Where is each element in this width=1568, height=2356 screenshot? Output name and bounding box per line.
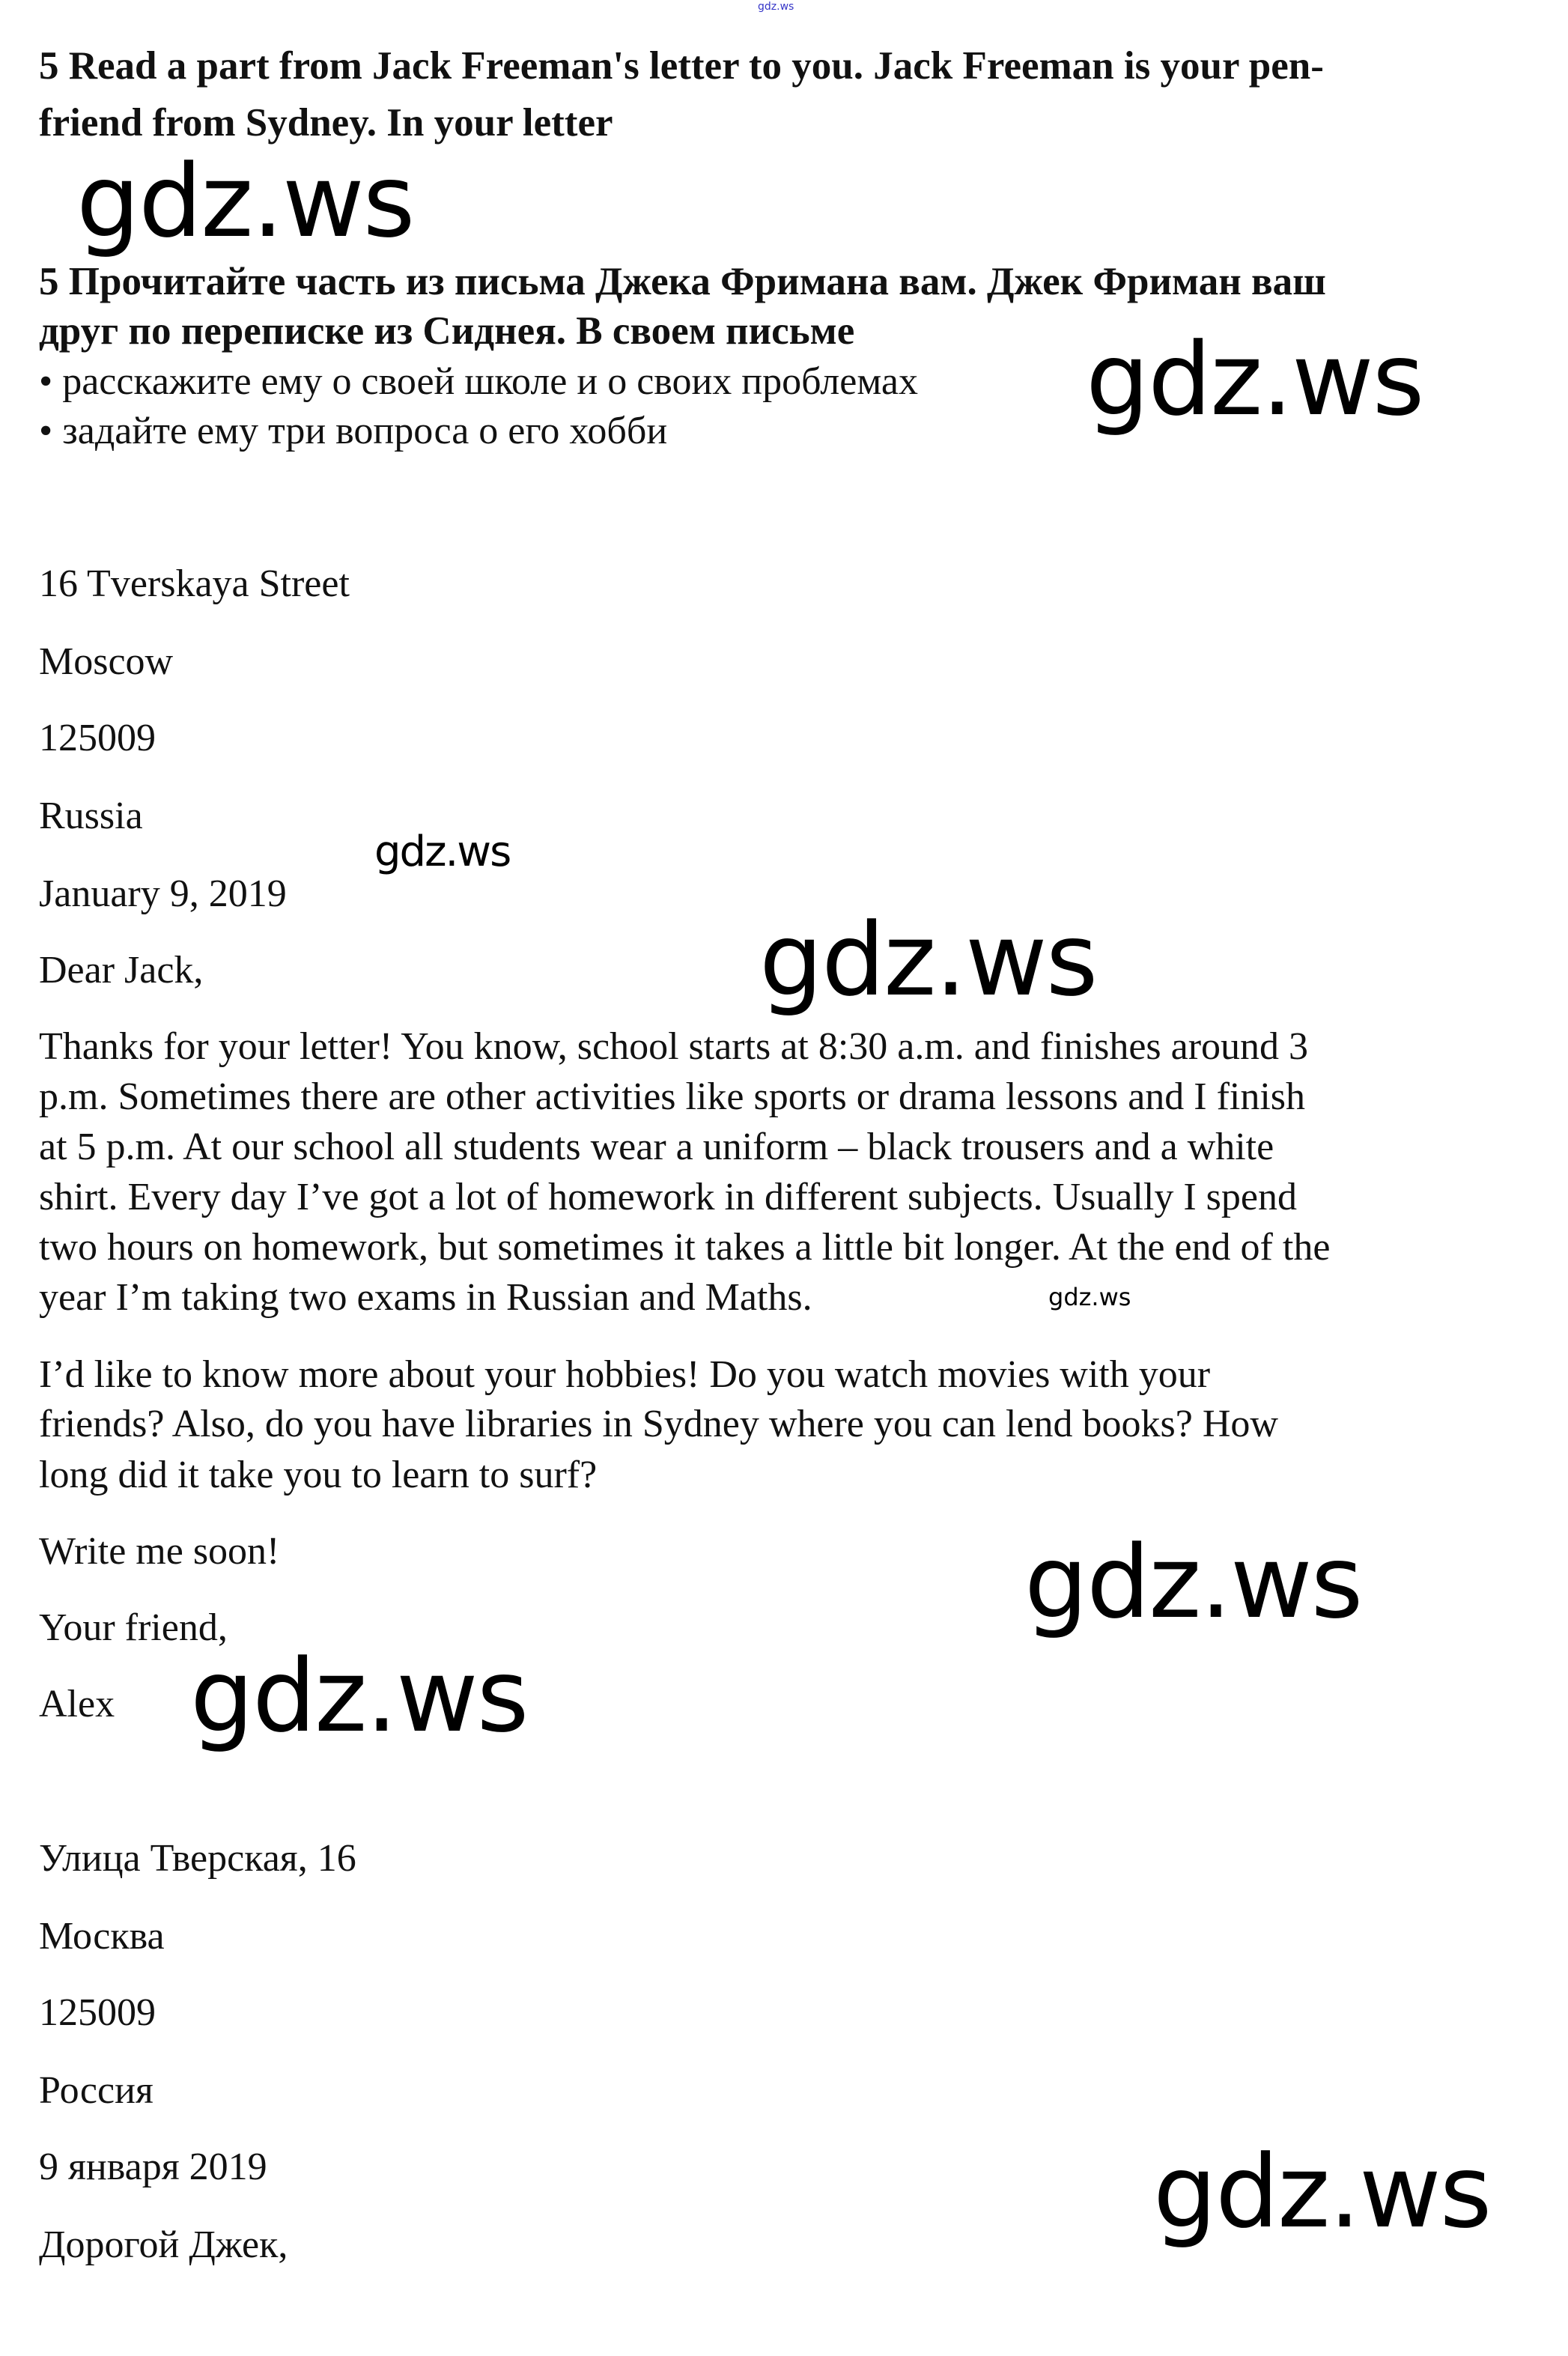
- signature: Alex: [39, 1683, 115, 1725]
- watermark: gdz.ws: [190, 1638, 528, 1755]
- paragraph-line: at 5 p.m. At our school all students wear a uniform – black trousers and a white: [39, 1126, 1274, 1168]
- watermark: gdz.ws: [1024, 1524, 1362, 1641]
- address-line-ru: Россия: [39, 2069, 154, 2112]
- address-line-ru: 125009: [39, 1991, 156, 2034]
- paragraph-line: shirt. Every day I’ve got a lot of homework in different subjects. Usually I spend: [39, 1176, 1297, 1218]
- watermark: gdz.ws: [1153, 2134, 1491, 2250]
- greeting-ru: Дорогой Джек,: [39, 2223, 288, 2266]
- address-line: Russia: [39, 795, 143, 837]
- paragraph-line: I’d like to know more about your hobbies! Do you watch movies with your: [39, 1353, 1211, 1396]
- task-heading-en: friend from Sydney. In your letter: [39, 101, 613, 145]
- letter-date: January 9, 2019: [39, 872, 287, 915]
- paragraph-line: friends? Also, do you have libraries in Sydney where you can lend books? How: [39, 1403, 1278, 1445]
- watermark-tiny: gdz.ws: [1048, 1283, 1131, 1311]
- address-line: 16 Tverskaya Street: [39, 562, 350, 605]
- task-heading-ru: друг по переписке из Сиднея. В своем письме: [39, 309, 855, 353]
- bullet-item: • расскажите ему о своей школе и о своих проблемах: [39, 360, 918, 403]
- watermark-small: gdz.ws: [374, 828, 511, 876]
- watermark-top: gdz.ws: [758, 1, 794, 13]
- bullet-item: • задайте ему три вопроса о его хобби: [39, 410, 668, 452]
- watermark: gdz.ws: [759, 902, 1097, 1018]
- letter-date-ru: 9 января 2019: [39, 2146, 267, 2188]
- task-heading-en: 5 Read a part from Jack Freeman's letter to you. Jack Freeman is your pen-: [39, 44, 1324, 88]
- address-line-ru: Улица Тверская, 16: [39, 1837, 356, 1880]
- closing-line: Write me soon!: [39, 1530, 280, 1573]
- address-line: 125009: [39, 717, 156, 759]
- paragraph-line: two hours on homework, but sometimes it takes a little bit longer. At the end of the: [39, 1226, 1331, 1269]
- address-line-ru: Москва: [39, 1915, 165, 1958]
- closing-line: Your friend,: [39, 1606, 228, 1649]
- paragraph-line: long did it take you to learn to surf?: [39, 1454, 598, 1496]
- watermark: gdz.ws: [76, 143, 414, 260]
- greeting: Dear Jack,: [39, 949, 204, 992]
- paragraph-line: Thanks for your letter! You know, school starts at 8:30 a.m. and finishes around 3: [39, 1025, 1309, 1068]
- address-line: Moscow: [39, 640, 174, 683]
- watermark: gdz.ws: [1086, 321, 1423, 438]
- paragraph-line: p.m. Sometimes there are other activities like sports or drama lessons and I finish: [39, 1075, 1306, 1118]
- task-heading-ru: 5 Прочитайте часть из письма Джека Фримана вам. Джек Фриман ваш: [39, 260, 1326, 303]
- paragraph-line: year I’m taking two exams in Russian and Maths.: [39, 1276, 812, 1319]
